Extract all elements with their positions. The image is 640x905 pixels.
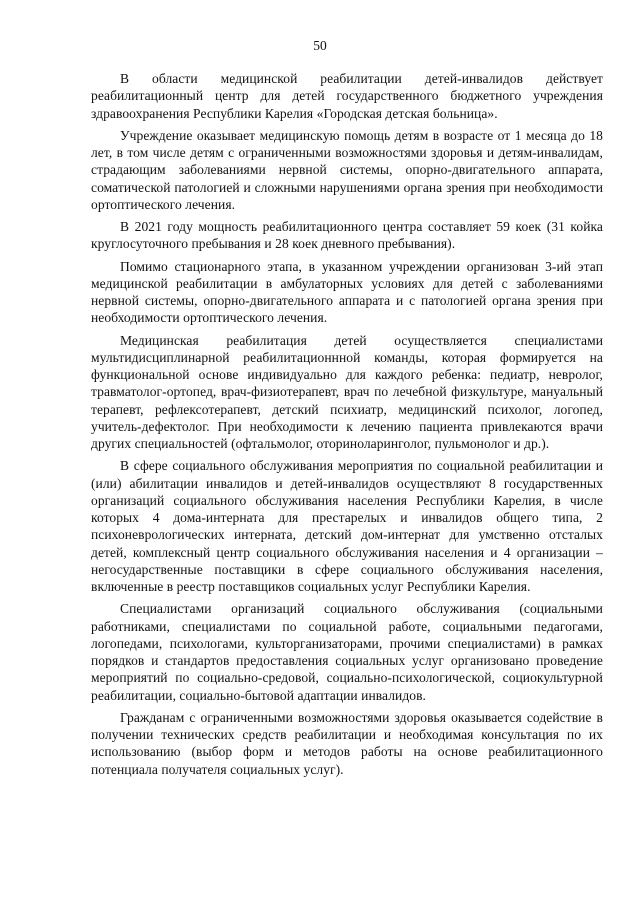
paragraph-social-service-organizations: В сфере социального обслуживания мероприятия по социальной реабилитации и (или) абилитации инвалидов и детей-инвалидов осуществляют 8 государственных организаций социального обслуживания населения Республики Карелия, в числе которых 4 дома-интерната для престарелых и инвалидов общего типа, 2 психоневрологических интерната, детский дом-интернат для умственно отсталых детей, комплексный центр социального обслуживания населения и 4 организации – негосударственные поставщики в сфере социального обслуживания населения, включенные в реестр поставщиков социальных услуг Республики Карелия. (91, 458, 603, 594)
paragraph-rehab-team: Медицинская реабилитация детей осуществляется специалистами мультидисциплинарной реабилитационнной команды, которая формируется на функциональной основе индивидуально для каждого ребенка: педиатр, невролог, травматолог-ортопед, врач-физиотерапевт, врач по лечебной физкультуре, мануальный терапевт, рефлексотерапевт, детский психиатр, медицинский психолог, логопед, учитель-дефектолог. При необходимости к лечению пациента привлекаются врачи других специальностей (офтальмолог, оториноларинголог, пульмонолог и др.). (91, 332, 603, 451)
paragraph-technical-aids: Гражданам с ограниченными возможностями здоровья оказывается содействие в получении технических средств реабилитации и необходимая консультация по их использованию (выбор форм и методов работы на основе реабилитационного потенциала получателя социальных услуг). (91, 709, 603, 777)
paragraph-social-service-specialists: Специалистами организаций социального обслуживания (социальными работниками, специалистами по социальной работе, социальными педагогами, логопедами, психологами, культорганизаторами, прочими специалистами) в рамках порядков и стандартов предоставления социальных услуг организовано проведение мероприятий по социально-средовой, социально-психологической, социокультурной реабилитации, социально-бытовой адаптации инвалидов. (91, 601, 603, 703)
document-body (91, 70, 603, 783)
page-number: 50 (313, 38, 327, 53)
paragraph-institution-care: Учреждение оказывает медицинскую помощь детям в возрасте от 1 месяца до 18 лет, в том числе детям с ограниченными возможностями здоровья и детям-инвалидам, страдающим заболеваниями нервной системы, опорно-двигательного аппарата, соматической патологией и сложными нарушениями органа зрения при необходимости ортоптического лечения. (91, 127, 603, 212)
paragraph-outpatient-stage: Помимо стационарного этапа, в указанном учреждении организован 3-ий этап медицинской реабилитации в амбулаторных условиях для детей с заболеваниями нервной системы, опорно-двигательного аппарата и с патологией органа зрения при необходимости ортоптического лечения. (91, 258, 603, 326)
paragraph-center-capacity: В 2021 году мощность реабилитационного центра составляет 59 коек (31 койка круглосуточного пребывания и 28 коек дневного пребывания). (91, 219, 603, 252)
paragraph-medical-rehab-center: В области медицинской реабилитации детей-инвалидов действует реабилитационный центр для детей государственного бюджетного учреждения здравоохранения Республики Карелия «Городская детская больница». (91, 71, 603, 121)
